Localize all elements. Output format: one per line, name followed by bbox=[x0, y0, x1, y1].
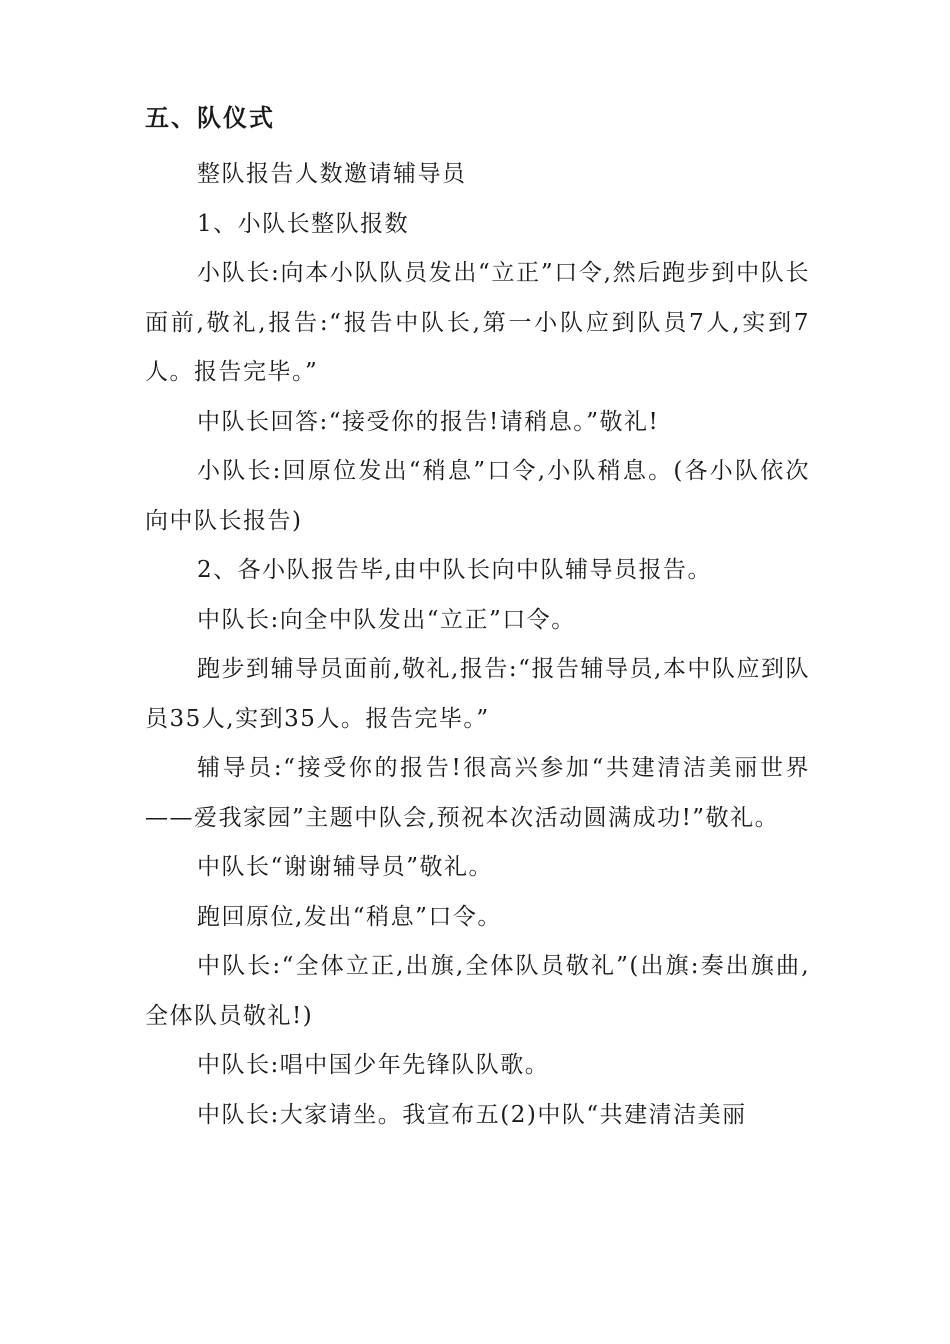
section-title: 五、队仪式 bbox=[145, 104, 275, 132]
document-body bbox=[145, 150, 810, 1140]
paragraph-thank-instructor: 中队长“谢谢辅导员”敬礼。 bbox=[197, 854, 494, 880]
paragraph-announcement: 中队长:大家请坐。我宣布五(2)中队“共建清洁美丽 bbox=[197, 1101, 747, 1128]
paragraph-anthem: 中队长:唱中国少年先锋队队歌。 bbox=[197, 1052, 550, 1078]
paragraph-return-position: 跑回原位,发出“稍息”口令。 bbox=[197, 903, 502, 930]
paragraph-flag-ceremony: 中队长:“全体立正,出旗,全体队员敬礼”(出旗:奏出旗曲,全体队员敬礼!) bbox=[145, 953, 810, 1029]
paragraph-squad-count-heading: 1、小队长整队报数 bbox=[197, 210, 410, 237]
paragraph-squad-leader-return: 小队长:回原位发出“稍息”口令,小队稍息。(各小队依次向中队长报告) bbox=[145, 458, 810, 534]
paragraph-invite-instructor: 整队报告人数邀请辅导员 bbox=[197, 161, 467, 187]
paragraph-instructor-reply: 辅导员:“接受你的报告!很高兴参加“共建清洁美丽世界——爱我家园”主题中队会,预祝本次活动圆满成功!”敬礼。 bbox=[145, 755, 810, 831]
paragraph-report-to-instructor: 跑步到辅导员面前,敬礼,报告:“报告辅导员,本中队应到队员35人,实到35人。报告完毕。” bbox=[145, 656, 810, 732]
paragraph-report-to-instructor-heading: 2、各小队报告毕,由中队长向中队辅导员报告。 bbox=[197, 557, 712, 583]
paragraph-attention-order: 中队长:向全中队发出“立正”口令。 bbox=[197, 606, 576, 633]
paragraph-squad-leader-report: 小队长:向本小队队员发出“立正”口令,然后跑步到中队长面前,敬礼,报告:“报告中队长,第一小队应到队员7人,实到7人。报告完毕。” bbox=[145, 260, 810, 385]
paragraph-leader-reply: 中队长回答:“接受你的报告!请稍息。”敬礼! bbox=[197, 408, 660, 435]
